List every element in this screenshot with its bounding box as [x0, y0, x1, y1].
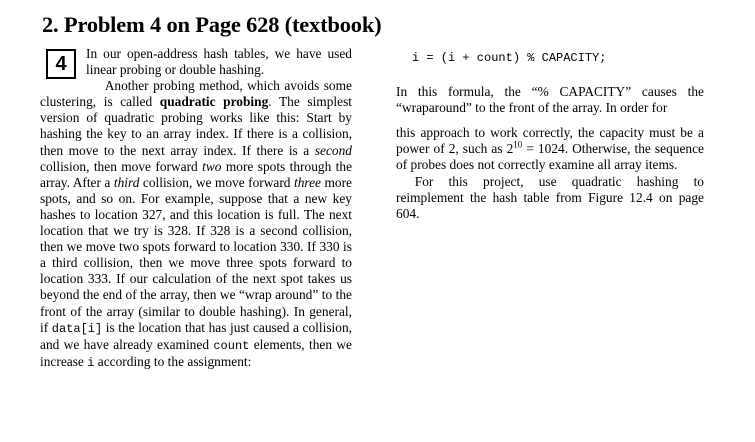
capacity-paragraph — [396, 125, 704, 173]
text-run: more spots, and so on. For example, suppose that a new key hashes to location 327, and this location is full. The next location that we try is 328. If 328 is a second collision, then we move two spots forward to location 330. If 330 is a third collision, then we move three spots forward to location 333. If our calculation of the next spot takes us beyond the end of the array, then we “wrap around” to the front of the array (similar to double hashing). In general, if — [40, 174, 353, 335]
left-column — [40, 46, 352, 371]
emphasis-three: three — [293, 174, 322, 190]
probing-paragraph — [40, 78, 352, 371]
emphasis-two: two — [202, 158, 222, 174]
intro-paragraph: In our open-address hash tables, we have used linear probing or double hashing. — [86, 46, 352, 78]
text-run: this approach to work correctly, the capacity must be a power of 2, such as 2 — [396, 125, 704, 157]
text-run: is the location that has just caused a collision, and we have already examined — [40, 319, 352, 352]
code-count: count — [213, 338, 250, 353]
emphasis-second: second — [314, 142, 352, 158]
formula-paragraph: In this formula, the “% CAPACITY” causes the “wraparound” to the front of the array. In order for — [396, 84, 704, 116]
exponent: 10 — [513, 139, 523, 150]
right-column — [396, 46, 704, 222]
problem-number-box: 4 — [46, 49, 76, 79]
text-run: Another probing method, which avoids some clustering, is called — [40, 78, 352, 110]
text-run: collision, then move forward — [40, 158, 203, 174]
code-data-i: data[i] — [51, 321, 103, 336]
project-paragraph: For this project, use quadratic hashing to reimplement the hash table from Figure 12.4 on page 604. — [396, 173, 704, 221]
emphasis-third: third — [113, 174, 140, 190]
text-run: collision, we move forward — [139, 174, 294, 190]
code-i: i — [87, 355, 95, 370]
term-quadratic-probing: quadratic probing — [159, 94, 269, 110]
text-run: = 1024. Otherwise, the sequence of probes does not correctly examine all array items. — [396, 141, 704, 173]
assignment-code: i = (i + count) % CAPACITY; — [412, 51, 607, 65]
text-run: more spots through the array. After a — [40, 158, 353, 190]
text-run: . The simplest version of quadratic probing works like this: Start by hashing the key to an array index. If there is a collision, then move to the next array index. If there is a — [40, 94, 352, 158]
text-run: according to the assignment: — [94, 353, 252, 369]
text-run: elements, then we increase — [40, 336, 352, 369]
page-heading: 2. Problem 4 on Page 628 (textbook) — [42, 12, 382, 37]
